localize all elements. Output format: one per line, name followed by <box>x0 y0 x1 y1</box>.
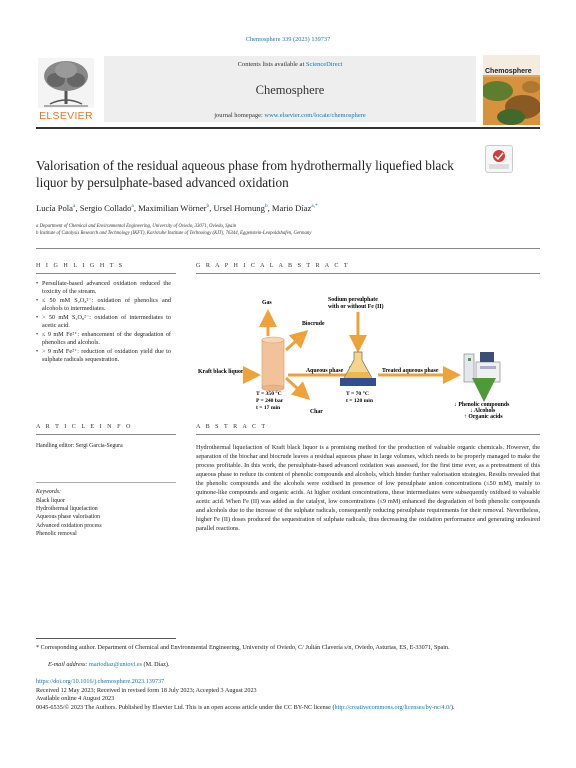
keywords-list <box>36 497 102 538</box>
journal-title: Chemosphere <box>255 83 325 97</box>
ga-htl-pressure: P = 240 bar <box>256 398 284 404</box>
keyword-item: Hydrothermal liquefaction <box>36 506 98 513</box>
highlight-item: • > 9 mM Fe²⁺: reduction of oxidation yield due to sulphate radicals sequestration. <box>36 348 171 364</box>
contents-prefix: Contents lists available at <box>237 61 306 68</box>
handling-editor: Handling editor: Sergi Garcia-Segura <box>36 443 123 449</box>
author-name[interactable]: Mario Díaz <box>271 203 312 213</box>
check-updates-icon <box>486 146 512 172</box>
publisher-name: ELSEVIER <box>39 110 93 122</box>
footnote-divider <box>36 638 176 639</box>
homepage-line <box>104 112 476 119</box>
ga-analyzer-instrument <box>464 352 500 382</box>
journal-cover[interactable] <box>483 55 540 125</box>
ga-treated-label: Treated aqueous phase <box>382 368 439 374</box>
ga-persulphate-label-2: with or without Fe (II) <box>328 304 384 310</box>
author-affil-mark[interactable]: a <box>131 203 134 210</box>
doi-link[interactable]: https://doi.org/10.1016/j.chemosphere.2023.139737 <box>36 678 165 685</box>
ga-htl-time: t = 17 min <box>256 405 281 411</box>
license-link[interactable]: http://creativecommons.org/licenses/by-nc/4.0/ <box>334 704 451 711</box>
article-info-heading: A R T I C L E I N F O <box>36 424 133 430</box>
ga-result-alcohols: ↓ Alcohols <box>470 408 496 414</box>
ga-result-organic-acids: ↑ Organic acids <box>464 414 503 420</box>
ga-result-phenolics: ↓ Phenolic compounds <box>454 402 510 408</box>
homepage-prefix: journal homepage: <box>214 112 265 119</box>
ga-kraft-label: Kraft black liquor <box>198 369 244 375</box>
sciencedirect-link[interactable]: ScienceDirect <box>305 61 343 68</box>
author-name[interactable]: Lucía Pola <box>36 203 73 213</box>
author-name[interactable]: Maximilian Wörner <box>138 203 207 213</box>
email-suffix: (M. Díaz). <box>141 661 170 668</box>
graphical-abstract-heading: G R A P H I C A L A B S T R A C T <box>196 263 350 269</box>
received-dates: Received 12 May 2023; Received in revised form 18 July 2023; Accepted 3 August 2023 <box>36 687 257 694</box>
email-link[interactable]: mariodiaz@uniovi.es <box>89 661 142 668</box>
article-title: Valorisation of the residual aqueous phase from hydrothermally liquefied black liquor by persulphate-based advanced oxidation <box>36 158 454 190</box>
license-statement <box>36 704 540 712</box>
corresponding-author-note: * Corresponding author. Department of Chemical and Environmental Engineering, University of Oviedo, C/ Julián Clavería s/n, Oviedo, Asturias, ES, E-33071, Spain. <box>36 644 450 651</box>
abstract-divider <box>196 434 540 435</box>
ga-persulphate-label-1: Sodium persulphate <box>328 297 378 303</box>
highlight-item: • Persulfate-based advanced oxidation reduced the toxicity of the stream. <box>36 280 171 296</box>
journal-header <box>104 56 476 122</box>
article-info-divider <box>36 434 176 435</box>
elsevier-logo <box>36 56 96 124</box>
ga-ox-time: t = 120 min <box>346 398 373 404</box>
ga-htl-reactor <box>262 337 284 391</box>
check-for-updates-button[interactable] <box>485 145 513 173</box>
author-list: Lucía Pola$^a$, Sergio Collado$^a$, Maximilian Wörner$^b$, Ursel Hornung$^b$, Mario Díaz$^{a,*}$ <box>36 203 318 213</box>
keyword-item: Advanced oxidation process <box>36 522 102 529</box>
author-affil-mark[interactable]: a <box>73 203 76 210</box>
keyword-item: Black liquor <box>36 498 65 504</box>
highlight-item: • ≤ 9 mM Fe²⁺: enhancement of the degradation of phenolics and alcohols. <box>36 331 171 347</box>
ga-arrow-biocrude <box>286 332 306 350</box>
highlights-divider <box>36 273 176 274</box>
license-suffix: ). <box>450 704 455 711</box>
email-label: E-mail address: <box>48 661 90 668</box>
available-online-date: Available online 4 August 2023 <box>36 695 115 702</box>
cover-title: Chemosphere <box>485 68 532 75</box>
article-info-subdivider <box>36 482 176 483</box>
header-divider <box>36 127 540 129</box>
journal-reference-link[interactable]: Chemosphere 339 (2023) 139737 <box>245 36 331 43</box>
abstract-text: Hydrothermal liquefaction of Kraft black liquor is a promising method for the production of valuable organic chemicals. However, the separation of the biochar and biocrude leaves a residual aqueous phase in large volumes, which needs to be properly managed to make the process profitable. In this work, the persulphate-based advanced oxidation was assessed, for the first time ever, as a pretreatment of this aqueous phase to reduce its content of phenolic compounds and alcohols, which hinder further valorisation strategies. Results revealed that the phenolic compounds and the alcohols were oxidised in presence of low persulphate anion concentrations (≤50 mM), mainly to quinone-like compounds and organic acids. At higher oxidant concentrations, these intermediates were subsequently oxidised to valuable acetic acid. When Fe (II) was added as the catalyst, low concentrations (≤9 mM) enhanced the degradation of both phenolic compounds and alcohols due to the increase of the sulphate radicals, consequently reducing persulphate requirements for their removal. Nevertheless, higher Fe (II) doses produced the sequestration of sulphate radicals, thus decreasing the oxidation performance and generating undesired parallel reactions. <box>196 444 540 533</box>
affiliation-b: b Institute of Catalysis Research and Technology (IKFT), Karlsruhe Institute of Technology (KIT), 76344, Eggenstein-Leopoldshafen, Germany <box>36 231 312 236</box>
journal-homepage-link[interactable]: www.elsevier.com/locate/chemosphere <box>264 112 366 119</box>
ga-ox-temperature: T = 70 °C <box>346 391 369 397</box>
author-affil-mark[interactable]: b <box>264 203 268 210</box>
author-affil-mark[interactable]: a,* <box>311 203 318 210</box>
ga-char-label: Char <box>310 409 323 415</box>
author-affil-mark[interactable]: b <box>206 203 210 210</box>
affiliation-a: a Department of Chemical and Environmental Engineering, University of Oviedo, 33071, Oviedo, Spain <box>36 224 237 229</box>
abstract-heading: A B S T R A C T <box>196 424 268 430</box>
cover-image <box>483 77 540 125</box>
graphical-abstract-figure <box>196 280 540 420</box>
ga-aqueous-label: Aqueous phase <box>306 368 344 374</box>
keyword-item: Aqueous phase valorisation <box>36 514 101 521</box>
author-name[interactable]: Sergio Collado <box>79 203 132 213</box>
license-prefix: 0045-6535/© 2023 The Authors. Published by Elsevier Ltd. This is an open access article under the CC BY-NC license ( <box>36 704 335 711</box>
ga-htl-temperature: T = 350 °C <box>256 391 282 397</box>
highlight-item: • > 50 mM S₂O₈²⁻: oxidation of intermediates to acetic acid. <box>36 314 171 330</box>
ga-arrow-char <box>286 378 308 398</box>
email-line <box>48 661 169 668</box>
highlights-list <box>36 280 171 365</box>
author-name[interactable]: Ursel Hornung <box>213 203 265 213</box>
authors-divider <box>36 248 540 249</box>
ga-oxidation-flask <box>340 352 376 386</box>
highlights-heading: H I G H L I G H T S <box>36 263 125 269</box>
ga-biocrude-label: Biocrude <box>302 321 325 327</box>
ga-gas-label: Gas <box>262 300 272 306</box>
keyword-item: Phenolic removal <box>36 530 77 537</box>
keywords-heading: Keywords: <box>36 489 61 495</box>
highlight-item: • ≤ 50 mM S₂O₈²⁻: oxidation of phenolics and alcohols to intermediates. <box>36 297 171 313</box>
graphical-abstract-divider <box>196 273 540 274</box>
contents-line <box>104 61 476 68</box>
